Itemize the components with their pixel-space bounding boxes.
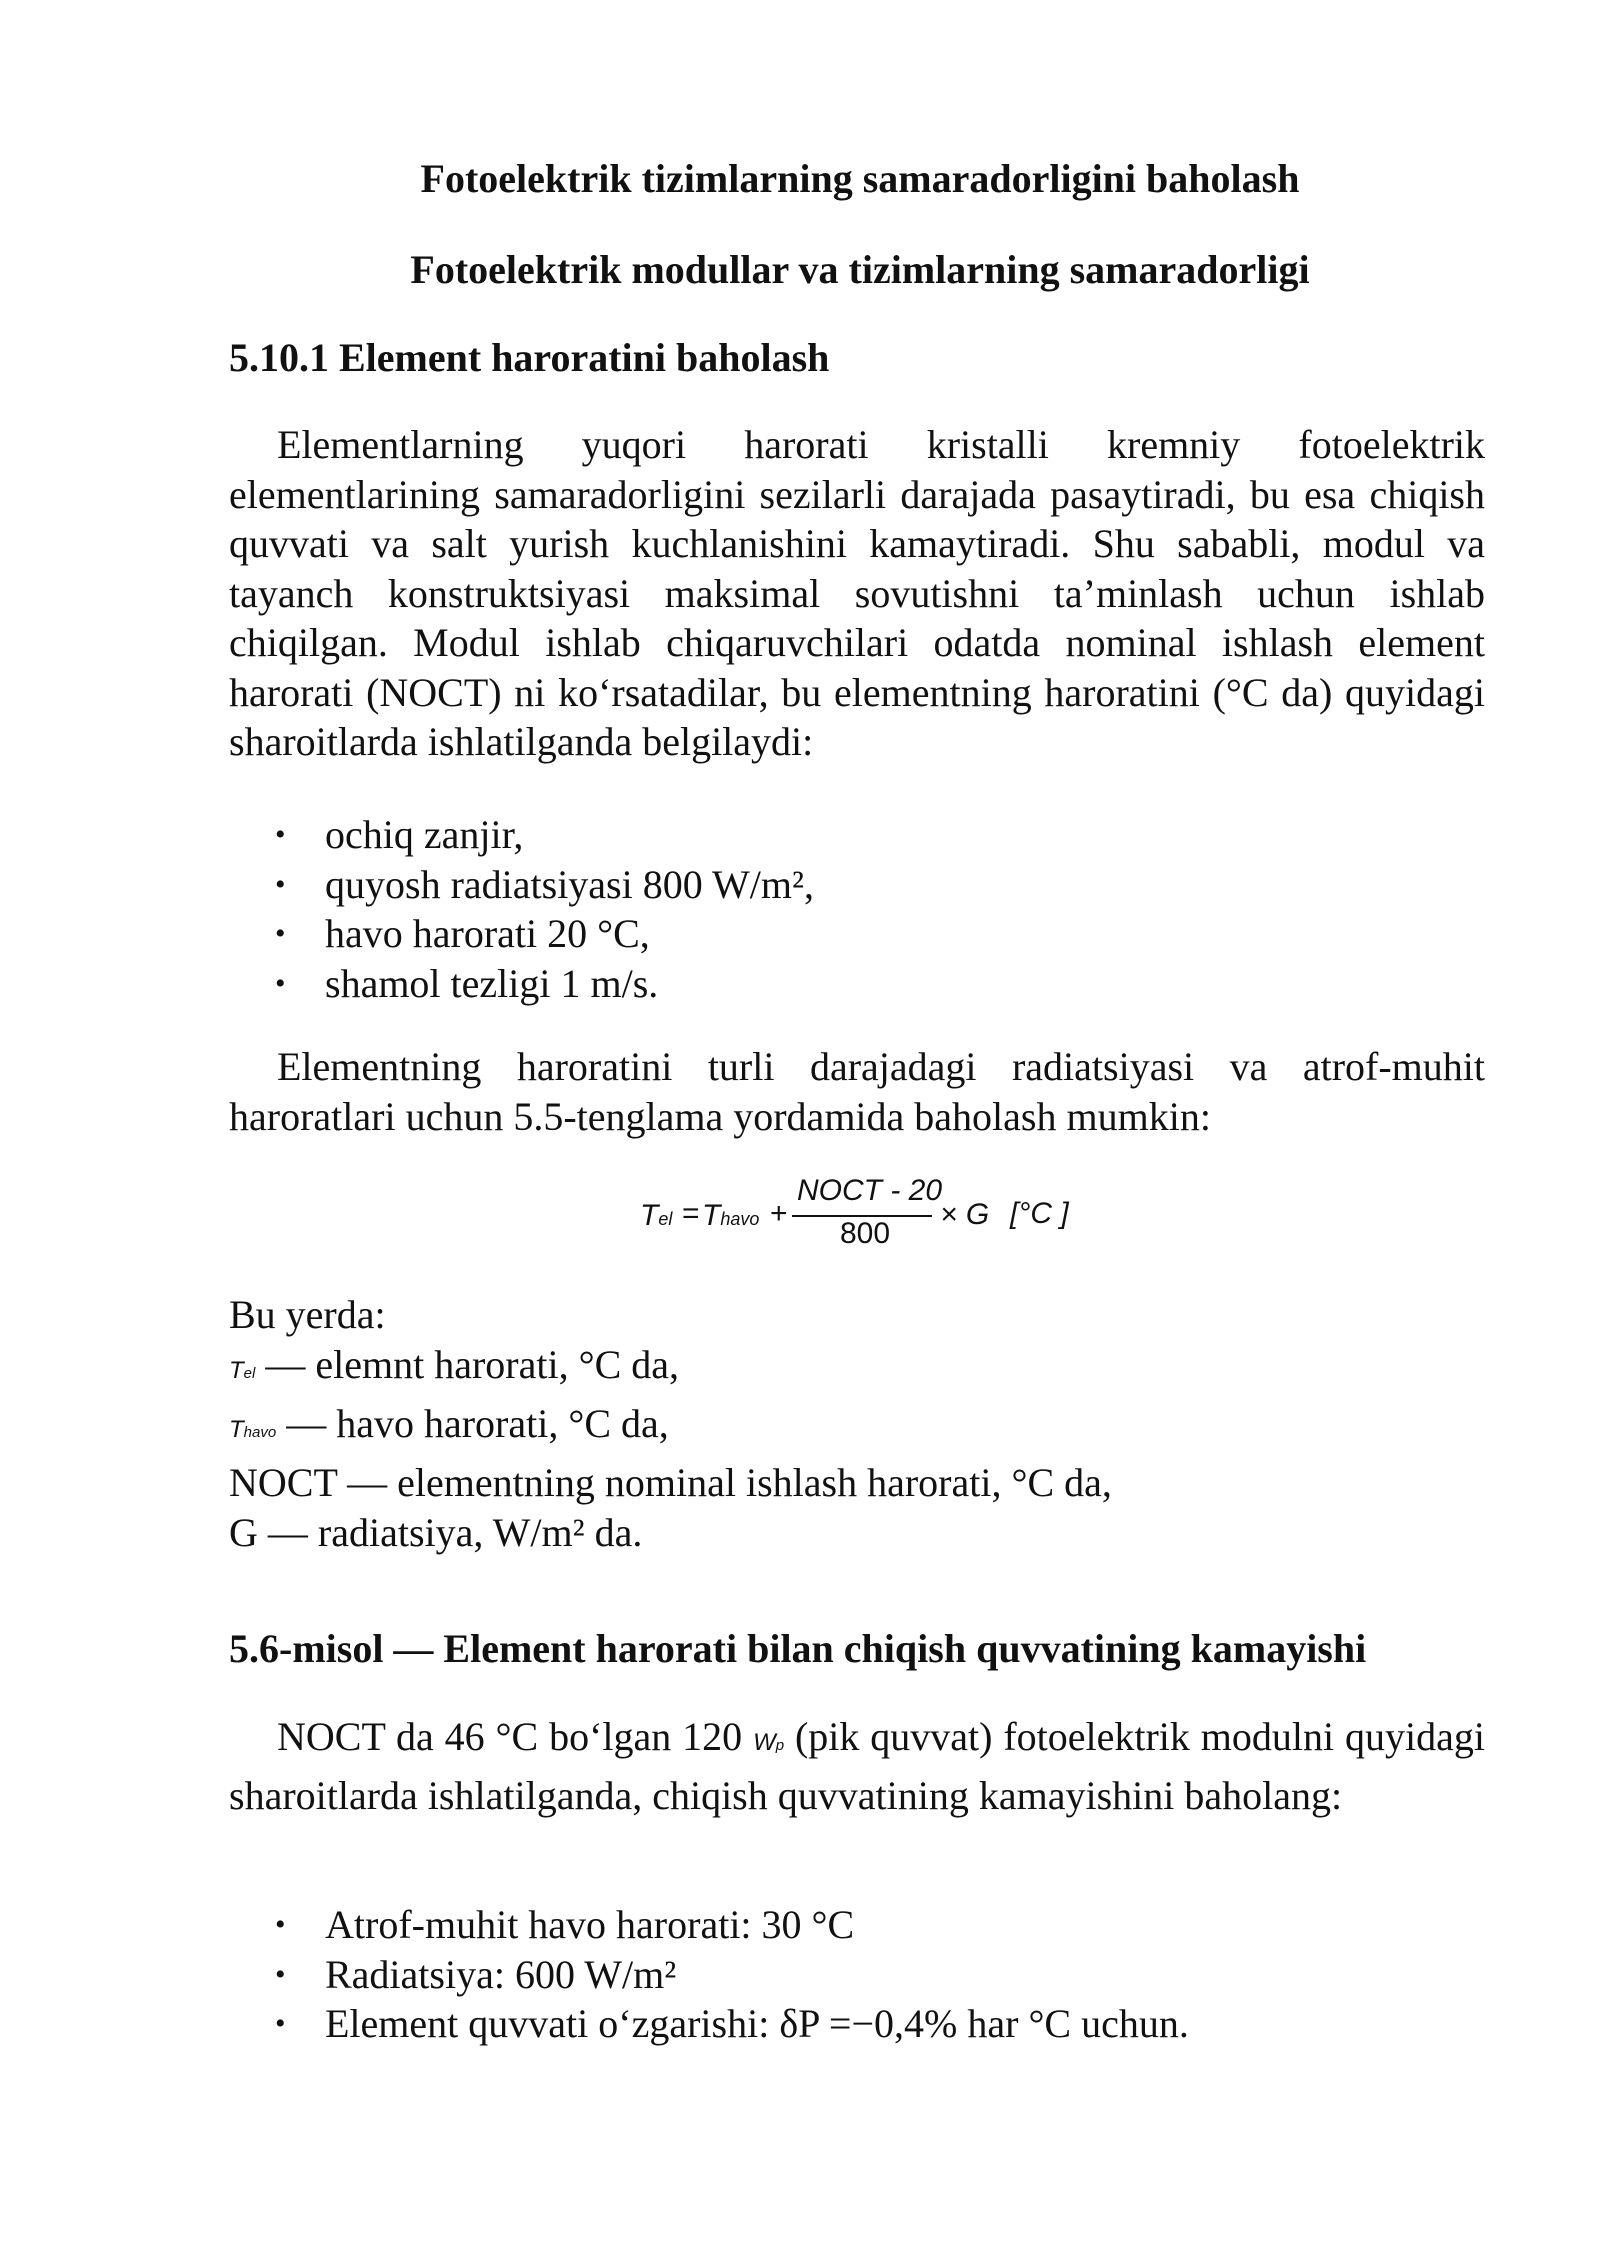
definition-item: NOCT — elementning nominal ishlash harorati, °C da, [229, 1460, 1112, 1505]
definition-item: G — radiatsiya, W/m² da. [229, 1510, 643, 1555]
example-paragraph: NOCT da 46 °C bo‘lgan 120 Wp (pik quvvat) fotoelektrik modulni quyidagi sharoitlarda ishlatilganda, chiqish quvvatining kamayishini baholang: [229, 1714, 1486, 1818]
bullet-icon: • [275, 917, 286, 950]
page-subtitle: Fotoelektrik modullar va tizimlarning samaradorligi [410, 247, 1310, 292]
list-item: • Radiatsiya: 600 W/m² [229, 1950, 1189, 2000]
definition-item: Tel — elemnt harorati, °C da, [229, 1342, 680, 1387]
bullet-icon: • [275, 1957, 286, 1991]
formula-equals: = [682, 1197, 700, 1230]
formula-denominator: 800 [840, 1217, 891, 1250]
formula-times-g: × G [940, 1198, 990, 1231]
definition-item: Thavo — havo harorati, °C da, [229, 1401, 669, 1446]
formula-unit: [°C ] [1010, 1197, 1069, 1230]
formula-numerator: NOCT - 20 [797, 1174, 943, 1207]
intro-paragraph: Elementlarning yuqori harorati kristalli kremniy fotoelektrik elementlarining samaradorligini sezilarli darajada pasaytiradi, bu esa chiqish quvvati va salt yurish kuchlanishini kamaytiradi. Shu sababli, modul va tayanch konstruktsiyasi maksimal sovutishni ta’minlash uchun ishlab chiqilgan. Modul ishlab chiqaruvchilari odatda nominal ishlash element harorati (NOCT) ni ko‘rsatadilar, bu elementning haroratini (°C da) quyidagi sharoitlarda ishlatilganda belgilaydi: [229, 422, 1485, 764]
example-heading: 5.6-misol — Element harorati bilan chiqish quvvatining kamayishi [229, 1626, 1367, 1671]
formula-plus: + [770, 1197, 788, 1230]
definitions-intro: Bu yerda: [229, 1292, 386, 1337]
list-item: • shamol tezligi 1 m/s. [229, 959, 814, 1009]
page-title: Fotoelektrik tizimlarning samaradorligini baholash [420, 156, 1300, 201]
list-item: • Element quvvati o‘zgarishi: δP =−0,4% har °C uchun. [229, 1999, 1189, 2049]
wp-symbol: Wp [753, 1729, 785, 1756]
equation-intro-paragraph: Elementning haroratini turli darajadagi radiatsiyasi va atrof-muhit haroratlari uchun 5.5-tenglama yordamida baholash mumkin: [229, 1044, 1485, 1139]
bullet-icon: • [275, 2007, 286, 2040]
list-item: • ochiq zanjir, [229, 810, 814, 860]
formula-t-havo: Thavo [702, 1199, 760, 1232]
list-item: • quyosh radiatsiyasi 800 W/m², [229, 860, 814, 910]
list-item: • havo harorati 20 °C, [229, 909, 814, 959]
list-item: • Atrof-muhit havo harorati: 30 °C [229, 1900, 1189, 1950]
bullet-icon: • [275, 966, 286, 1000]
bullet-icon: • [275, 867, 286, 901]
section-heading: 5.10.1 Element haroratini baholash [229, 335, 830, 380]
example-conditions-list [229, 1900, 1189, 2049]
bullet-icon: • [275, 1908, 286, 1941]
definitions-block [229, 1290, 1112, 1558]
formula-t-el: Tel [640, 1199, 673, 1232]
conditions-list [229, 810, 814, 1008]
bullet-icon: • [275, 818, 286, 851]
